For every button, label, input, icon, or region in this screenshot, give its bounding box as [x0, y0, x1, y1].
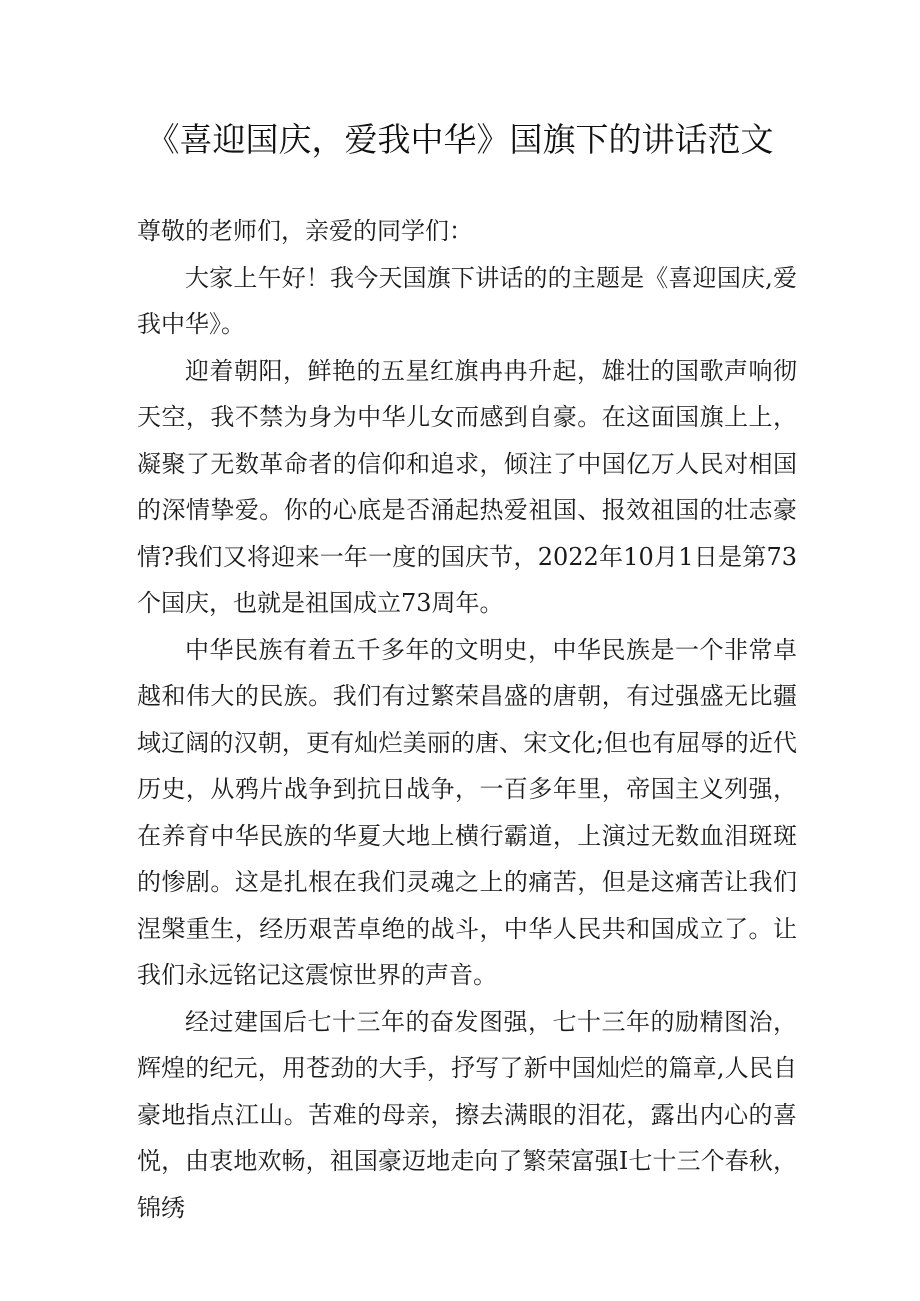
salutation: 尊敬的老师们，亲爱的同学们：	[137, 217, 473, 245]
paragraph-flag-raising: 迎着朝阳，鲜艳的五星红旗冉冉升起，雄壮的国歌声响彻天空，我不禁为身为中华儿女而感到自豪。在这面国旗上上，凝聚了无数革命者的信仰和追求，倾注了中国亿万人民对相国的深情挚爱。你的心底是否涌起热爱祖国、报效祖国的壮志豪情?我们又将迎来一年一度的国庆节，2022年10月1日是第73个国庆，也就是祖国成立73周年。	[137, 356, 797, 617]
document-title: 《喜迎国庆，爱我中华》国旗下的讲话范文	[146, 120, 774, 159]
paragraph-development: 经过建国后七十三年的奋发图强，七十三年的励精图治，辉煌的纪元，用苍劲的大手，抒写了新中国灿烂的篇章,人民自豪地指点江山。苦难的母亲，擦去满眼的泪花，露出内心的喜悦，由衷地欢畅，祖国豪迈地走向了繁荣富强I七十三个春秋，锦绣	[137, 1007, 797, 1222]
document-body	[137, 208, 797, 1231]
paragraph-history: 中华民族有着五千多年的文明史，中华民族是一个非常卓越和伟大的民族。我们有过繁荣昌盛的唐朝，有过强盛无比疆域辽阔的汉朝，更有灿烂美丽的唐、宋文化;但也有屈辱的近代历史，从鸦片战争到抗日战争，一百多年里，帝国主义列强，在养育中华民族的华夏大地上横行霸道，上演过无数血泪斑斑的惨剧。这是扎根在我们灵魂之上的痛苦，但是这痛苦让我们涅槃重生，经历艰苦卓绝的战斗，中华人民共和国成立了。让我们永远铭记这震惊世界的声音。	[137, 635, 797, 989]
paragraph-greeting: 大家上午好！我今天国旗下讲话的的主题是《喜迎国庆,爱我中华》。	[137, 263, 797, 338]
